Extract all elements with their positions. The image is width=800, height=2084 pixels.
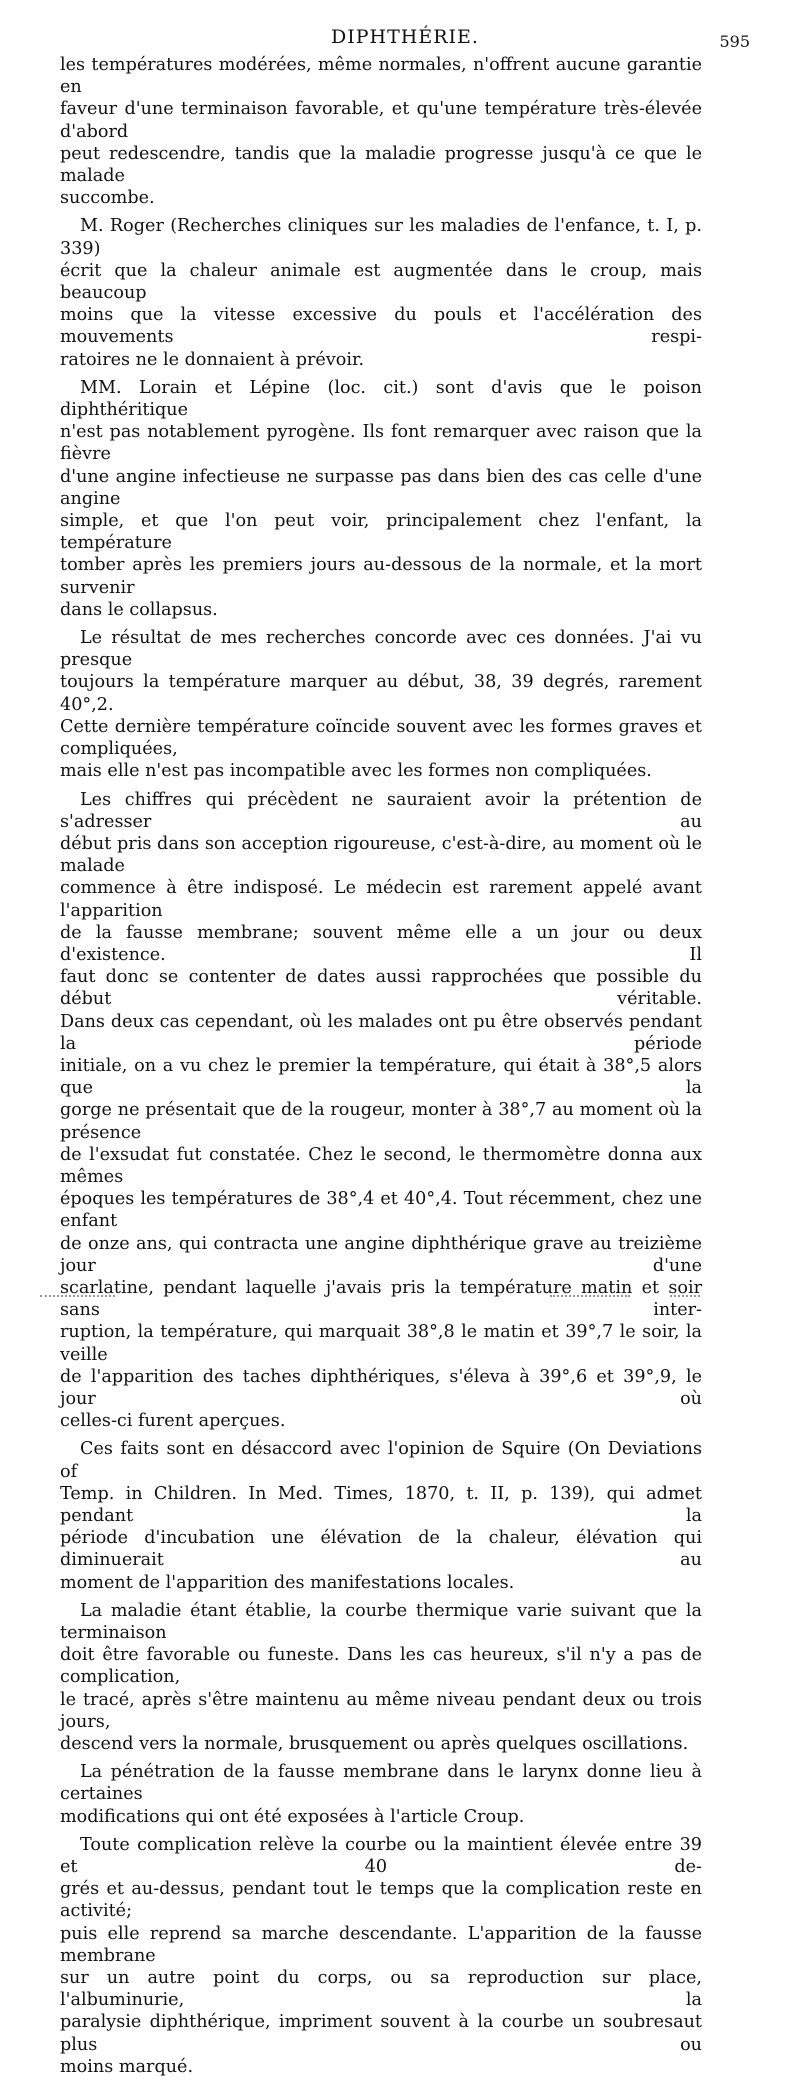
text-line: d'une angine infectieuse ne surpasse pas dans bien des cas celle d'une angine: [60, 466, 702, 509]
paragraph: [60, 1438, 702, 1593]
text-line: grés et au-dessus, pendant tout le temps que la complication reste en activité;: [60, 1879, 702, 1922]
text-line: puis elle reprend sa marche descendante. L'apparition de la fausse membrane: [60, 1923, 702, 1966]
footer-dots-left: [40, 1295, 115, 1299]
text-line: sur un autre point du corps, ou sa reproduction sur place, l'albuminurie, la: [60, 1968, 702, 2011]
paragraph: [60, 377, 702, 621]
text-line: faveur d'une terminaison favorable, et qu'une température très-élevée d'abord: [60, 99, 702, 142]
text-line: simple, et que l'on peut voir, principalement chez l'enfant, la température: [60, 511, 702, 554]
text-line: de onze ans, qui contracta une angine diphthérique grave au treizième jour d'une: [60, 1233, 702, 1276]
text-line: moins marqué.: [60, 2056, 194, 2077]
text-line: écrit que la chaleur animale est augmentée dans le croup, mais beaucoup: [60, 260, 702, 304]
text-line: mais elle n'est pas incompatible avec les formes non compliquées.: [60, 761, 652, 782]
text-line: Les chiffres qui précèdent ne sauraient avoir la prétention de s'adresser au: [60, 789, 702, 832]
text-line: début pris dans son acception rigoureuse, c'est-à-dire, au moment où le malade: [60, 833, 702, 877]
body-text: [60, 54, 702, 2084]
text-line: de l'apparition des taches diphthériques, s'éleva à 39°,6 et 39°,9, le jour où: [60, 1366, 702, 1409]
footer-dots-far-right: [670, 1295, 700, 1299]
text-line: descend vers la normale, brusquement ou après quelques oscillations.: [60, 1734, 689, 1755]
text-line: n'est pas notablement pyrogène. Ils font remarquer avec raison que la fièvre: [60, 422, 702, 465]
text-line: paralysie diphthérique, impriment souvent à la courbe un soubresaut plus ou: [60, 2012, 702, 2055]
paragraph: [60, 1761, 702, 1828]
text-line: scarlatine, pendant laquelle j'avais pris la température matin et soir sans inter-: [60, 1277, 702, 1321]
paragraph: [60, 627, 702, 782]
paragraph: [60, 54, 702, 209]
text-line: moins que la vitesse excessive du pouls et l'accélération des mouvements respi-: [60, 305, 702, 348]
footer-rule-marks: [30, 1295, 770, 1305]
text-line: succombe.: [60, 188, 155, 209]
text-line: période d'incubation une élévation de la chaleur, élévation qui diminuerait au: [60, 1528, 702, 1571]
text-line: faut donc se contenter de dates aussi rapprochées que possible du début véritable.: [60, 967, 702, 1010]
paragraph: [60, 215, 702, 370]
footer-dots-right: [550, 1295, 630, 1299]
text-line: La pénétration de la fausse membrane dans le larynx donne lieu à certaines: [60, 1762, 702, 1805]
text-line: le tracé, après s'être maintenu au même niveau pendant deux ou trois jours,: [60, 1689, 702, 1732]
text-line: tomber après les premiers jours au-dessous de la normale, et la mort survenir: [60, 555, 702, 598]
text-line: M. Roger (Recherches cliniques sur les maladies de l'enfance, t. I, p. 339): [60, 216, 702, 259]
text-line: Toute complication relève la courbe ou la maintient élevée entre 39 et 40 de-: [60, 1834, 702, 1878]
text-line: époques les températures de 38°,4 et 40°,4. Tout récemment, chez une enfant: [60, 1189, 702, 1232]
text-line: La maladie étant établie, la courbe thermique varie suivant que la terminaison: [60, 1600, 702, 1644]
paragraph: [60, 1600, 702, 1755]
text-line: Le résultat de mes recherches concorde avec ces données. J'ai vu presque: [60, 628, 702, 671]
text-line: ruption, la température, qui marquait 38°,8 le matin et 39°,7 le soir, la veille: [60, 1322, 702, 1365]
text-line: Temp. in Children. In Med. Times, 1870, t. II, p. 139), qui admet pendant la: [60, 1483, 702, 1526]
text-line: Dans deux cas cependant, où les malades ont pu être observés pendant la période: [60, 1011, 702, 1054]
text-line: toujours la température marquer au début, 38, 39 degrés, rarement 40°,2.: [60, 672, 702, 715]
running-head: [60, 26, 750, 52]
text-line: modifications qui ont été exposées à l'article Croup.: [60, 1806, 525, 1827]
text-line: les températures modérées, même normales, n'offrent aucune garantie en: [60, 55, 702, 98]
text-line: MM. Lorain et Lépine (loc. cit.) sont d'avis que le poison diphthéritique: [60, 377, 702, 421]
text-line: commence à être indisposé. Le médecin est rarement appelé avant l'apparition: [60, 878, 702, 921]
text-line: de la fausse membrane; souvent même elle a un jour ou deux d'existence. Il: [60, 922, 702, 965]
page-number: 595: [719, 32, 750, 51]
text-line: initiale, on a vu chez le premier la température, qui était à 38°,5 alors que la: [60, 1055, 702, 1099]
text-line: ratoires ne le donnaient à prévoir.: [60, 349, 365, 370]
text-line: dans le collapsus.: [60, 599, 218, 620]
text-line: peut redescendre, tandis que la maladie progresse jusqu'à ce que le malade: [60, 143, 702, 187]
text-line: gorge ne présentait que de la rougeur, monter à 38°,7 au moment où la présence: [60, 1100, 702, 1143]
text-line: Cette dernière température coïncide souvent avec les formes graves et compliquées,: [60, 716, 702, 760]
text-line: celles-ci furent aperçues.: [60, 1411, 286, 1432]
text-line: moment de l'apparition des manifestations locales.: [60, 1572, 515, 1593]
text-line: doit être favorable ou funeste. Dans les cas heureux, s'il n'y a pas de complication,: [60, 1645, 702, 1688]
paragraph: [60, 1834, 702, 2078]
text-line: Ces faits sont en désaccord avec l'opinion de Squire (On Deviations of: [60, 1439, 702, 1482]
page-header-title: DIPHTHÉRIE.: [331, 26, 479, 48]
text-line: de l'exsudat fut constatée. Chez le second, le thermomètre donna aux mêmes: [60, 1144, 702, 1187]
paragraph: [60, 789, 702, 1433]
